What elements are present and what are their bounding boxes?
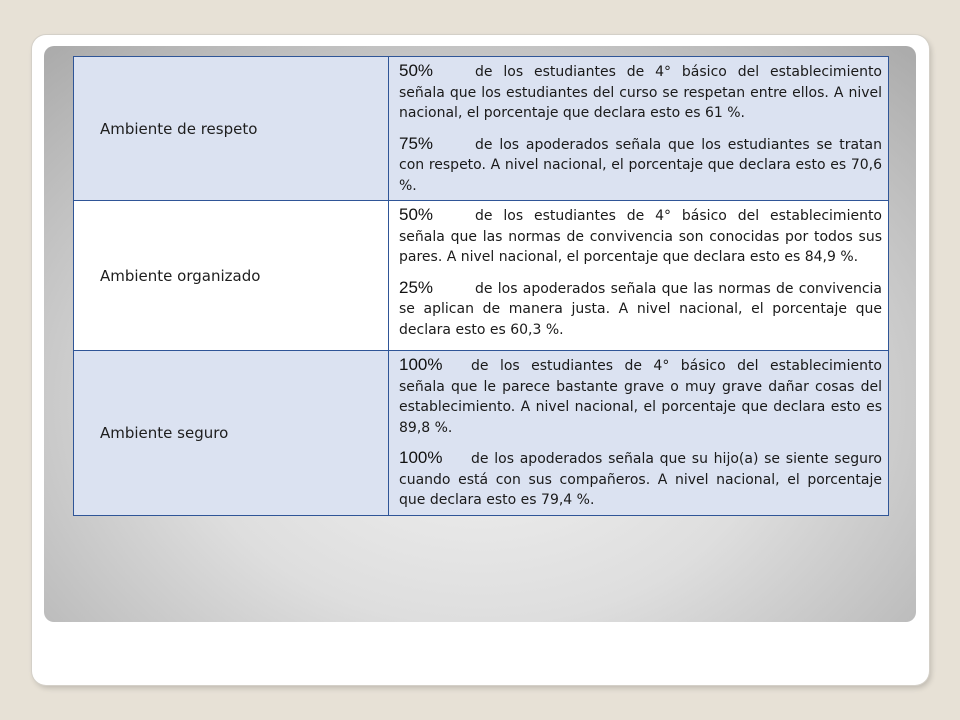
row-label: Ambiente seguro <box>74 351 389 516</box>
stat-text: de los apoderados señala que los estudiantes se tratan con respeto. A nivel nacional, el porcentaje que declara esto es 70,6 %. <box>399 136 882 194</box>
table-row <box>74 201 889 351</box>
stat-item <box>399 61 882 124</box>
results-table <box>73 56 889 516</box>
stat-item <box>399 355 882 438</box>
stat-percent: 75% <box>399 133 434 153</box>
stat-text: de los estudiantes de 4° básico del establecimiento señala que los estudiantes del curso se respetan entre ellos. A nivel nacional, el porcentaje que declara esto es 61 %. <box>399 64 882 121</box>
stat-percent: 50% <box>399 61 434 80</box>
table-row <box>74 351 889 516</box>
stat-item <box>399 134 882 197</box>
stat-text: de los apoderados señala que su hijo(a) se siente seguro cuando está con sus compañeros. A nivel nacional, el porcentaje que declara esto es 79,4 %. <box>399 451 882 508</box>
row-description <box>389 351 889 516</box>
table-row <box>74 57 889 201</box>
stat-percent: 25% <box>399 277 434 297</box>
row-label: Ambiente organizado <box>74 201 389 351</box>
row-description <box>389 201 889 351</box>
stat-percent: 100% <box>399 448 443 467</box>
stat-text: de los apoderados señala que las normas de convivencia se aplican de manera justa. A nivel nacional, el porcentaje que declara esto es 60,3 %. <box>399 280 882 338</box>
row-description <box>389 57 889 201</box>
stat-item <box>399 205 882 268</box>
row-label: Ambiente de respeto <box>74 57 389 201</box>
stat-percent: 100% <box>399 355 443 374</box>
stat-text: de los estudiantes de 4° básico del establecimiento señala que le parece bastante grave o muy grave dañar cosas del establecimiento. A nivel nacional, el porcentaje que declara esto es 89,8 %. <box>399 358 882 436</box>
stat-percent: 50% <box>399 205 434 224</box>
stat-item <box>399 448 882 511</box>
stat-item <box>399 278 882 341</box>
stat-text: de los estudiantes de 4° básico del establecimiento señala que las normas de convivencia son conocidas por todos sus pares. A nivel nacional, el porcentaje que declara esto es 84,9 %. <box>399 208 882 265</box>
